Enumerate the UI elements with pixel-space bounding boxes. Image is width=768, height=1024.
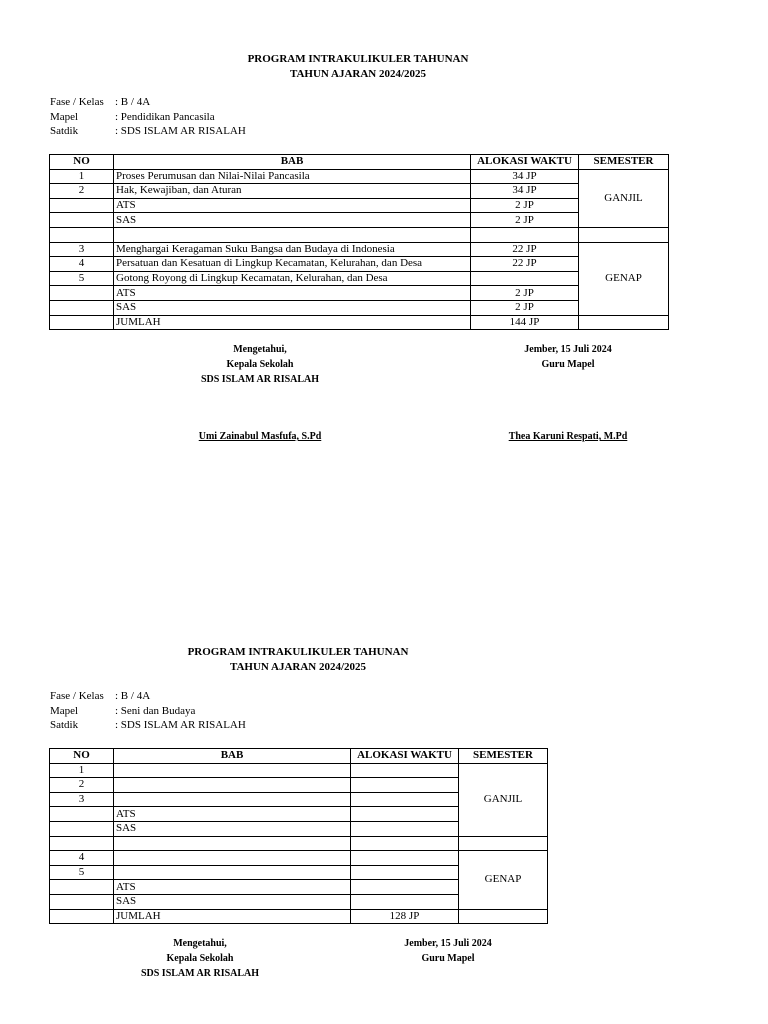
cell-no <box>50 213 114 228</box>
cell-no: 4 <box>50 851 114 866</box>
info-value: : Pendidikan Pancasila <box>115 110 215 123</box>
info-row-satdik <box>50 124 246 139</box>
cell-bab: SAS <box>114 300 471 315</box>
cell-no <box>50 894 114 909</box>
info-label: Satdik <box>50 125 79 138</box>
table-row <box>50 242 669 257</box>
cell-no: 5 <box>50 865 114 880</box>
cell-alokasi <box>351 807 459 822</box>
cell-bab <box>114 778 351 793</box>
cell-no <box>50 315 114 330</box>
info-row-mapel <box>50 704 246 719</box>
doc1-subtitle: TAHUN AJARAN 2024/2025 <box>289 68 427 80</box>
doc1-title: PROGRAM INTRAKULIKULER TAHUNAN <box>247 53 469 65</box>
cell-alokasi: 2 JP <box>471 198 579 213</box>
sign-right-name: Thea Karuni Respati, M.Pd <box>508 431 628 442</box>
sign-left-line1: Mengetahui, <box>233 344 287 355</box>
cell-bab: ATS <box>114 286 471 301</box>
doc2-info <box>50 689 246 733</box>
cell-no <box>50 836 114 851</box>
table-row <box>50 169 669 184</box>
doc1-sign-right-name-block <box>468 429 668 444</box>
table-row <box>50 300 669 315</box>
doc2-sign-right <box>348 936 548 966</box>
sign-left-line1: Mengetahui, <box>173 938 227 949</box>
cell-no <box>50 821 114 836</box>
table-row <box>50 257 669 272</box>
cell-alokasi: 2 JP <box>471 300 579 315</box>
table-header-row <box>50 749 548 764</box>
cell-no <box>50 880 114 895</box>
table-row-total <box>50 315 669 330</box>
cell-alokasi <box>351 821 459 836</box>
table-row-spacer <box>50 836 548 851</box>
doc1-sign-right <box>468 342 668 372</box>
cell-no: 2 <box>50 184 114 199</box>
header-alokasi: ALOKASI WAKTU <box>351 749 459 764</box>
sign-right-line1: Jember, 15 Juli 2024 <box>524 344 612 355</box>
cell-bab: JUMLAH <box>114 315 471 330</box>
cell-alokasi <box>351 865 459 880</box>
cell-alokasi: 22 JP <box>471 257 579 272</box>
info-value: : Seni dan Budaya <box>115 704 196 717</box>
cell-bab: ATS <box>114 198 471 213</box>
cell-bab: Proses Perumusan dan Nilai-Nilai Pancasila <box>114 169 471 184</box>
cell-alokasi <box>351 880 459 895</box>
cell-no <box>50 909 114 924</box>
info-label: Fase / Kelas <box>50 96 104 108</box>
cell-bab <box>114 865 351 880</box>
cell-bab: ATS <box>114 880 351 895</box>
info-value: : B / 4A <box>115 96 151 108</box>
info-label: Mapel <box>50 110 79 123</box>
info-row-mapel <box>50 110 246 125</box>
header-no: NO <box>50 155 114 170</box>
doc2-table <box>49 748 548 924</box>
cell-no <box>50 286 114 301</box>
header-semester: SEMESTER <box>579 155 669 170</box>
table-row <box>50 763 548 778</box>
cell-semester-genap: GENAP <box>579 242 669 315</box>
cell-alokasi: 34 JP <box>471 169 579 184</box>
cell-bab <box>114 763 351 778</box>
cell-alokasi <box>351 763 459 778</box>
cell-semester-empty <box>579 315 669 330</box>
info-value: : SDS ISLAM AR RISALAH <box>115 125 246 138</box>
cell-bab: Menghargai Keragaman Suku Bangsa dan Budaya di Indonesia <box>114 242 471 257</box>
cell-semester-ganjil: GANJIL <box>459 763 548 836</box>
cell-alokasi <box>471 227 579 242</box>
info-label: Mapel <box>50 704 79 717</box>
header-bab: BAB <box>114 749 351 764</box>
info-label: Fase / Kelas <box>50 690 104 702</box>
doc1-table <box>49 154 669 330</box>
cell-no: 4 <box>50 257 114 272</box>
doc1-sign-left <box>160 342 360 387</box>
cell-alokasi <box>351 894 459 909</box>
cell-bab: SAS <box>114 213 471 228</box>
doc1-heading <box>158 52 558 82</box>
sign-left-line2: Kepala Sekolah <box>166 953 234 964</box>
doc1-info <box>50 95 246 139</box>
cell-alokasi: 2 JP <box>471 286 579 301</box>
cell-bab: Gotong Royong di Lingkup Kecamatan, Kelurahan, dan Desa <box>114 271 471 286</box>
cell-alokasi <box>351 851 459 866</box>
doc2-title: PROGRAM INTRAKULIKULER TAHUNAN <box>187 646 409 658</box>
cell-bab: JUMLAH <box>114 909 351 924</box>
cell-alokasi <box>351 836 459 851</box>
cell-bab: Hak, Kewajiban, dan Aturan <box>114 184 471 199</box>
table-row <box>50 286 669 301</box>
cell-semester-ganjil: GANJIL <box>579 169 669 227</box>
sign-left-line3: SDS ISLAM AR RISALAH <box>200 374 320 385</box>
cell-alokasi: 2 JP <box>471 213 579 228</box>
info-label: Satdik <box>50 719 79 732</box>
sign-left-line3: SDS ISLAM AR RISALAH <box>140 968 260 979</box>
table-header-row <box>50 155 669 170</box>
cell-bab: SAS <box>114 894 351 909</box>
cell-semester-genap: GENAP <box>459 851 548 909</box>
sign-left-name: Umi Zainabul Masfufa, S.Pd <box>198 431 322 442</box>
table-row <box>50 851 548 866</box>
info-row-fase <box>50 689 246 704</box>
cell-bab: Persatuan dan Kesatuan di Lingkup Kecamatan, Kelurahan, dan Desa <box>114 257 471 272</box>
cell-bab <box>114 792 351 807</box>
cell-semester-empty <box>579 227 669 242</box>
cell-bab <box>114 851 351 866</box>
header-no: NO <box>50 749 114 764</box>
cell-bab: SAS <box>114 821 351 836</box>
doc2-heading <box>98 645 498 675</box>
cell-no: 2 <box>50 778 114 793</box>
doc2-sign-left <box>100 936 300 981</box>
cell-semester-empty <box>459 909 548 924</box>
cell-alokasi <box>351 792 459 807</box>
table-row <box>50 213 669 228</box>
cell-alokasi: 34 JP <box>471 184 579 199</box>
cell-no: 3 <box>50 242 114 257</box>
header-bab: BAB <box>114 155 471 170</box>
info-value: : B / 4A <box>115 690 151 702</box>
sign-right-line2: Guru Mapel <box>541 359 595 370</box>
sign-right-line1: Jember, 15 Juli 2024 <box>404 938 492 949</box>
cell-alokasi-total: 144 JP <box>471 315 579 330</box>
doc1-sign-left-name-block <box>160 429 360 444</box>
sign-left-line2: Kepala Sekolah <box>226 359 294 370</box>
sign-right-line2: Guru Mapel <box>421 953 475 964</box>
header-semester: SEMESTER <box>459 749 548 764</box>
cell-no: 5 <box>50 271 114 286</box>
table-row <box>50 184 669 199</box>
cell-no <box>50 300 114 315</box>
cell-no <box>50 807 114 822</box>
cell-no: 3 <box>50 792 114 807</box>
cell-alokasi <box>471 271 579 286</box>
table-row-total <box>50 909 548 924</box>
info-row-fase <box>50 95 246 110</box>
cell-no: 1 <box>50 763 114 778</box>
cell-semester-empty <box>459 836 548 851</box>
doc2-subtitle: TAHUN AJARAN 2024/2025 <box>229 661 367 673</box>
cell-alokasi: 22 JP <box>471 242 579 257</box>
cell-no <box>50 198 114 213</box>
cell-no: 1 <box>50 169 114 184</box>
header-alokasi: ALOKASI WAKTU <box>471 155 579 170</box>
cell-no <box>50 227 114 242</box>
table-row <box>50 198 669 213</box>
table-row <box>50 271 669 286</box>
cell-bab <box>114 836 351 851</box>
info-row-satdik <box>50 718 246 733</box>
cell-alokasi <box>351 778 459 793</box>
cell-bab: ATS <box>114 807 351 822</box>
cell-bab <box>114 227 471 242</box>
table-row-spacer <box>50 227 669 242</box>
cell-alokasi-total: 128 JP <box>351 909 459 924</box>
info-value: : SDS ISLAM AR RISALAH <box>115 719 246 732</box>
